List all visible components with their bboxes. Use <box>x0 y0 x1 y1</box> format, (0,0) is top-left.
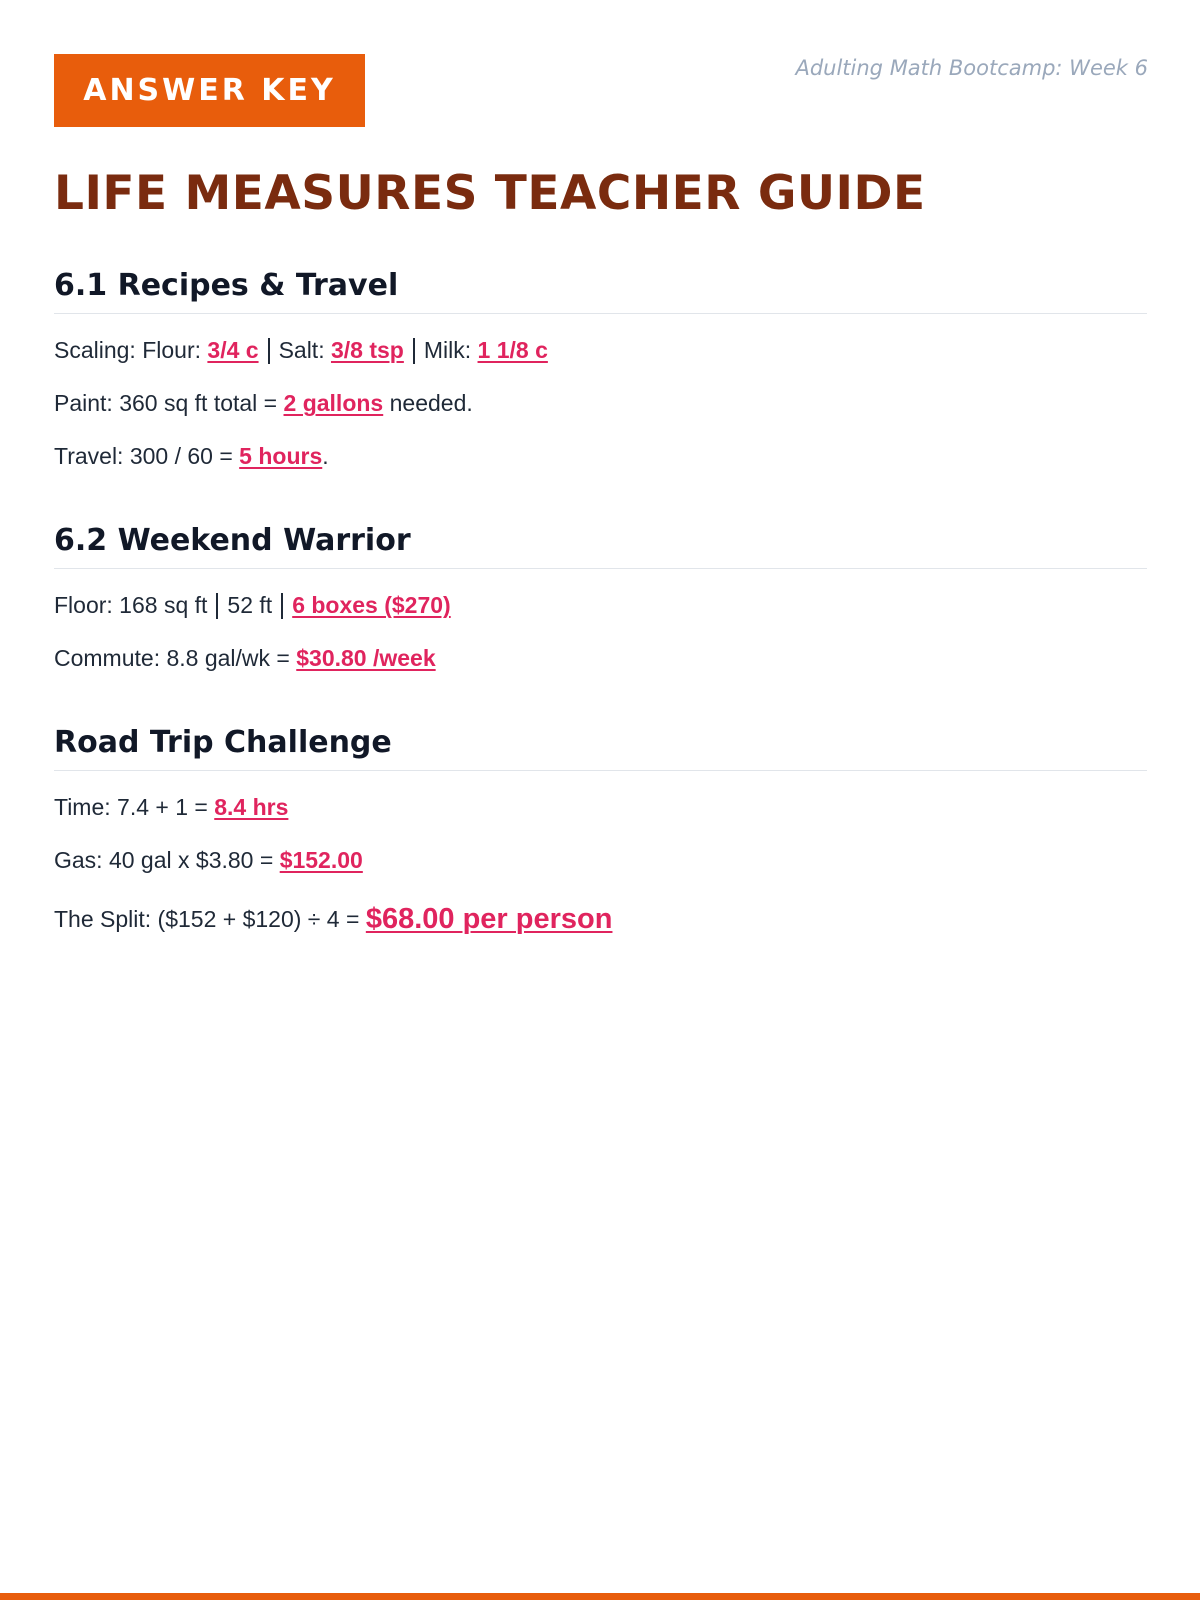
separator <box>268 338 270 364</box>
salt-label: Salt: <box>278 337 325 363</box>
paint-prefix: Paint: 360 sq ft total = <box>54 390 278 416</box>
gas-answer: $152.00 <box>279 847 363 873</box>
paint-suffix: needed. <box>389 390 473 416</box>
commute-answer: $30.80 /week <box>296 645 436 671</box>
split-answer: $68.00 per person <box>365 902 613 935</box>
answer-key-badge: ANSWER KEY <box>54 54 365 127</box>
travel-answer: 5 hours <box>239 443 323 469</box>
split-line <box>54 887 1147 951</box>
gas-prefix: Gas: 40 gal x $3.80 = <box>54 847 274 873</box>
paint-answer: 2 gallons <box>283 390 384 416</box>
travel-prefix: Travel: 300 / 60 = <box>54 443 233 469</box>
time-answer: 8.4 hrs <box>214 794 289 820</box>
floor-mid: 52 ft <box>227 592 273 618</box>
floor-prefix: Floor: 168 sq ft <box>54 592 208 618</box>
paint-line <box>54 377 1147 430</box>
commute-line <box>54 632 1147 685</box>
time-prefix: Time: 7.4 + 1 = <box>54 794 208 820</box>
page-title: LIFE MEASURES TEACHER GUIDE <box>54 166 926 221</box>
split-prefix: The Split: ($152 + $120) ÷ 4 = <box>54 905 360 932</box>
flour-answer: 3/4 c <box>207 337 259 363</box>
travel-line <box>54 430 1147 483</box>
milk-label: Milk: <box>423 337 472 363</box>
floor-answer: 6 boxes ($270) <box>292 592 451 618</box>
section-weekend-warrior <box>54 523 1147 685</box>
time-line <box>54 781 1147 834</box>
bottom-accent-bar <box>0 1593 1200 1600</box>
floor-line <box>54 579 1147 632</box>
section-recipes-travel <box>54 268 1147 483</box>
section-heading: 6.1 Recipes & Travel <box>54 268 1147 314</box>
course-label: Adulting Math Bootcamp: Week 6 <box>795 56 1148 80</box>
separator <box>413 338 415 364</box>
section-heading: Road Trip Challenge <box>54 725 1147 771</box>
scaling-line <box>54 324 1147 377</box>
milk-answer: 1 1/8 c <box>477 337 548 363</box>
commute-prefix: Commute: 8.8 gal/wk = <box>54 645 290 671</box>
gas-line <box>54 834 1147 887</box>
separator <box>281 593 283 619</box>
salt-answer: 3/8 tsp <box>330 337 404 363</box>
section-road-trip <box>54 725 1147 951</box>
section-heading: 6.2 Weekend Warrior <box>54 523 1147 569</box>
travel-suffix: . <box>322 443 329 469</box>
scaling-prefix: Scaling: Flour: <box>54 337 202 363</box>
separator <box>216 593 218 619</box>
